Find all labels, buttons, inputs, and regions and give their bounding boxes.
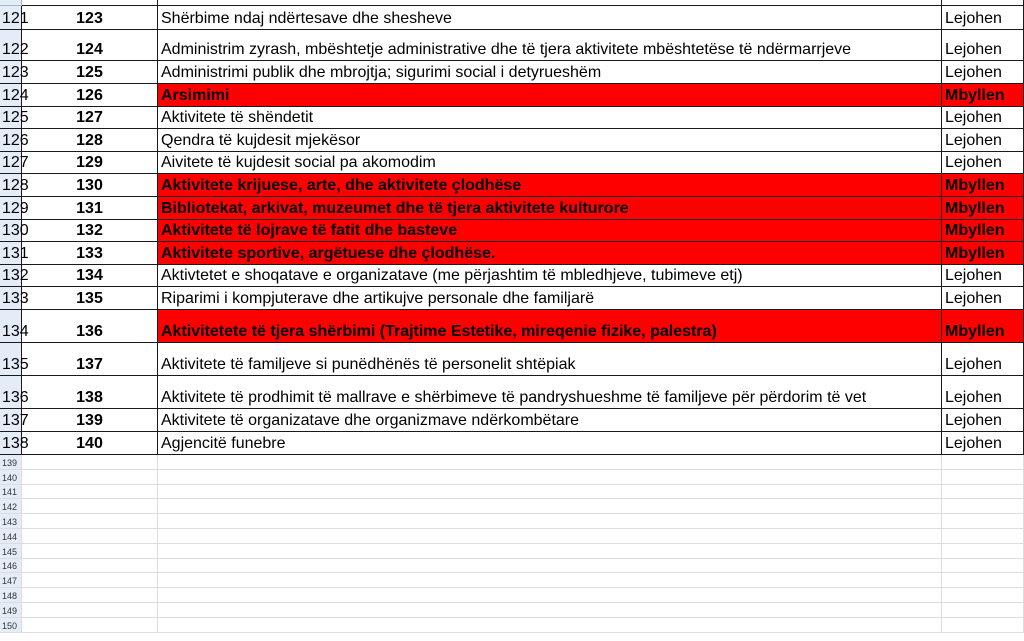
activity-description-cell[interactable]: Aktivtetet e shoqatave e organizatave (me përjashtim të mbledhjeve, tubimeve etj): [158, 265, 942, 287]
row-header[interactable]: 135: [0, 343, 22, 376]
empty-row: [0, 514, 1024, 529]
activity-number-cell[interactable]: 131: [22, 197, 158, 220]
status-cell[interactable]: Mbyllen: [942, 197, 1024, 220]
status-cell[interactable]: Lejohen: [942, 152, 1024, 174]
status-cell[interactable]: Lejohen: [942, 409, 1024, 432]
empty-cell[interactable]: [942, 514, 1024, 529]
row-header[interactable]: 144: [0, 529, 22, 544]
empty-cell[interactable]: [22, 455, 158, 470]
row-header[interactable]: 150: [0, 618, 22, 633]
empty-cell[interactable]: [22, 573, 158, 588]
row-header[interactable]: 122: [0, 30, 22, 61]
empty-row: [0, 529, 1024, 544]
status-cell[interactable]: Lejohen: [942, 376, 1024, 409]
activity-description-cell[interactable]: Qendra të kujdesit mjekësor: [158, 129, 942, 152]
table-row: [0, 174, 1024, 197]
empty-cell[interactable]: [22, 485, 158, 500]
activity-description-cell[interactable]: Shërbime ndaj ndërtesave dhe shesheve: [158, 6, 942, 30]
table-row: [0, 129, 1024, 152]
empty-cell[interactable]: [158, 618, 942, 633]
activity-number-cell[interactable]: 140: [22, 432, 158, 455]
empty-cell[interactable]: [158, 455, 942, 470]
status-cell[interactable]: Lejohen: [942, 432, 1024, 455]
table-row: [0, 310, 1024, 343]
row-header[interactable]: 132: [0, 265, 22, 287]
activity-number-cell[interactable]: 139: [22, 409, 158, 432]
activity-number-cell[interactable]: 128: [22, 129, 158, 152]
empty-cell[interactable]: [942, 559, 1024, 574]
empty-cell[interactable]: [158, 559, 942, 574]
status-cell[interactable]: Mbyllen: [942, 220, 1024, 242]
empty-cell[interactable]: [22, 499, 158, 514]
table-row: [0, 197, 1024, 220]
table-row: [0, 84, 1024, 107]
status-cell[interactable]: Lejohen: [942, 30, 1024, 61]
activity-number-cell[interactable]: 135: [22, 287, 158, 310]
status-cell[interactable]: Lejohen: [942, 61, 1024, 84]
activity-description-cell[interactable]: Aktivitete të familjeve si punëdhënës të personelit shtëpiak: [158, 343, 942, 376]
row-header[interactable]: 147: [0, 573, 22, 588]
activity-number-cell[interactable]: 125: [22, 61, 158, 84]
row-header[interactable]: 146: [0, 559, 22, 574]
status-cell[interactable]: Mbyllen: [942, 174, 1024, 197]
activity-description-cell[interactable]: Aktivitete të organizatave dhe organizmave ndërkombëtare: [158, 409, 942, 432]
status-cell[interactable]: Lejohen: [942, 129, 1024, 152]
table-row: [0, 220, 1024, 242]
row-header[interactable]: 131: [0, 242, 22, 265]
empty-cell[interactable]: [942, 529, 1024, 544]
activity-description-cell[interactable]: Administrimi publik dhe mbrojtja; sigurimi social i detyrueshëm: [158, 61, 942, 84]
activity-number-cell[interactable]: 130: [22, 174, 158, 197]
empty-row: [0, 470, 1024, 485]
activity-description-cell[interactable]: Aktivitete sportive, argëtuese dhe çlodhëse.: [158, 242, 942, 265]
status-cell[interactable]: Mbyllen: [942, 310, 1024, 343]
activity-number-cell[interactable]: 126: [22, 84, 158, 107]
empty-cell[interactable]: [22, 470, 158, 485]
status-cell[interactable]: Lejohen: [942, 287, 1024, 310]
activity-number-cell[interactable]: 127: [22, 107, 158, 129]
empty-cell[interactable]: [158, 499, 942, 514]
empty-cell[interactable]: [158, 529, 942, 544]
activity-description-cell[interactable]: Administrim zyrash, mbështetje administrative dhe të tjera aktivitete mbështetëse të ndërmarrjeve: [158, 30, 942, 61]
activity-description-cell[interactable]: Riparimi i kompjuterave dhe artikujve personale dhe familjarë: [158, 287, 942, 310]
table-row: [0, 61, 1024, 84]
empty-row: [0, 485, 1024, 500]
activity-number-cell[interactable]: 136: [22, 310, 158, 343]
table-row: [0, 107, 1024, 129]
table-row: [0, 432, 1024, 455]
empty-row: [0, 573, 1024, 588]
activity-description-cell[interactable]: Bibliotekat, arkivat, muzeumet dhe të tjera aktivitete kulturore: [158, 197, 942, 220]
empty-row: [0, 603, 1024, 618]
empty-cell[interactable]: [942, 485, 1024, 500]
table-row: [0, 152, 1024, 174]
activity-number-cell[interactable]: 133: [22, 242, 158, 265]
status-cell[interactable]: Mbyllen: [942, 242, 1024, 265]
row-header[interactable]: 126: [0, 129, 22, 152]
status-cell[interactable]: Lejohen: [942, 265, 1024, 287]
row-header[interactable]: 123: [0, 61, 22, 84]
empty-row: [0, 588, 1024, 603]
empty-row: [0, 455, 1024, 470]
empty-cell[interactable]: [942, 455, 1024, 470]
empty-row: [0, 544, 1024, 559]
row-header[interactable]: 138: [0, 432, 22, 455]
table-row: [0, 287, 1024, 310]
activity-description-cell[interactable]: Aktivitetete të tjera shërbimi (Trajtime Estetike, mireqenie fizike, palestra): [158, 310, 942, 343]
empty-cell[interactable]: [22, 529, 158, 544]
empty-cell[interactable]: [158, 485, 942, 500]
table-row: [0, 6, 1024, 30]
activity-number-cell[interactable]: 124: [22, 30, 158, 61]
table-row: [0, 409, 1024, 432]
table-row: [0, 242, 1024, 265]
activity-description-cell[interactable]: Arsimimi: [158, 84, 942, 107]
row-header[interactable]: 121: [0, 6, 22, 30]
empty-cell[interactable]: [22, 559, 158, 574]
activity-description-cell[interactable]: Aktivitete krijuese, arte, dhe aktivitete çlodhëse: [158, 174, 942, 197]
empty-cell[interactable]: [942, 603, 1024, 618]
activity-number-cell[interactable]: 123: [22, 6, 158, 30]
row-header[interactable]: 143: [0, 514, 22, 529]
activity-description-cell[interactable]: Aivitete të kujdesit social pa akomodim: [158, 152, 942, 174]
empty-cell[interactable]: [22, 514, 158, 529]
row-header[interactable]: 124: [0, 84, 22, 107]
empty-cell[interactable]: [22, 603, 158, 618]
empty-cell[interactable]: [942, 499, 1024, 514]
row-header[interactable]: 129: [0, 197, 22, 220]
row-header[interactable]: 141: [0, 485, 22, 500]
empty-cell[interactable]: [942, 618, 1024, 633]
row-header[interactable]: 127: [0, 152, 22, 174]
status-cell[interactable]: Mbyllen: [942, 84, 1024, 107]
row-header[interactable]: 149: [0, 603, 22, 618]
activity-number-cell[interactable]: 132: [22, 220, 158, 242]
activity-number-cell[interactable]: 138: [22, 376, 158, 409]
row-header[interactable]: 139: [0, 455, 22, 470]
status-cell[interactable]: Lejohen: [942, 6, 1024, 30]
empty-cell[interactable]: [158, 470, 942, 485]
empty-row: [0, 618, 1024, 633]
empty-cell[interactable]: [22, 544, 158, 559]
row-header[interactable]: 136: [0, 376, 22, 409]
activity-description-cell[interactable]: Aktivitete të lojrave të fatit dhe basteve: [158, 220, 942, 242]
row-header[interactable]: 128: [0, 174, 22, 197]
empty-cell[interactable]: [158, 544, 942, 559]
status-cell[interactable]: Lejohen: [942, 343, 1024, 376]
status-cell[interactable]: Lejohen: [942, 107, 1024, 129]
table-row: [0, 30, 1024, 61]
table-row: [0, 376, 1024, 409]
empty-cell[interactable]: [942, 588, 1024, 603]
row-header[interactable]: 125: [0, 107, 22, 129]
activity-description-cell[interactable]: Aktivitete të shëndetit: [158, 107, 942, 129]
row-header[interactable]: 133: [0, 287, 22, 310]
activity-number-cell[interactable]: 137: [22, 343, 158, 376]
empty-cell[interactable]: [22, 588, 158, 603]
row-header[interactable]: 130: [0, 220, 22, 242]
row-header[interactable]: 145: [0, 544, 22, 559]
empty-cell[interactable]: [158, 603, 942, 618]
row-header[interactable]: 142: [0, 499, 22, 514]
row-header[interactable]: 140: [0, 470, 22, 485]
empty-cell[interactable]: [942, 470, 1024, 485]
activity-description-cell[interactable]: Aktivitete të prodhimit të mallrave e shërbimeve të pandryshueshme të familjeve për përdorim të vet: [158, 376, 942, 409]
table-row: [0, 343, 1024, 376]
empty-row: [0, 559, 1024, 574]
row-header[interactable]: 134: [0, 310, 22, 343]
activity-description-cell[interactable]: Agjencitë funebre: [158, 432, 942, 455]
empty-cell[interactable]: [158, 588, 942, 603]
row-header[interactable]: 137: [0, 409, 22, 432]
empty-cell[interactable]: [942, 544, 1024, 559]
empty-cell[interactable]: [158, 573, 942, 588]
empty-cell[interactable]: [22, 618, 158, 633]
empty-cell[interactable]: [942, 573, 1024, 588]
activity-number-cell[interactable]: 129: [22, 152, 158, 174]
empty-row: [0, 499, 1024, 514]
row-header[interactable]: 148: [0, 588, 22, 603]
activity-number-cell[interactable]: 134: [22, 265, 158, 287]
table-row: [0, 265, 1024, 287]
empty-cell[interactable]: [158, 514, 942, 529]
